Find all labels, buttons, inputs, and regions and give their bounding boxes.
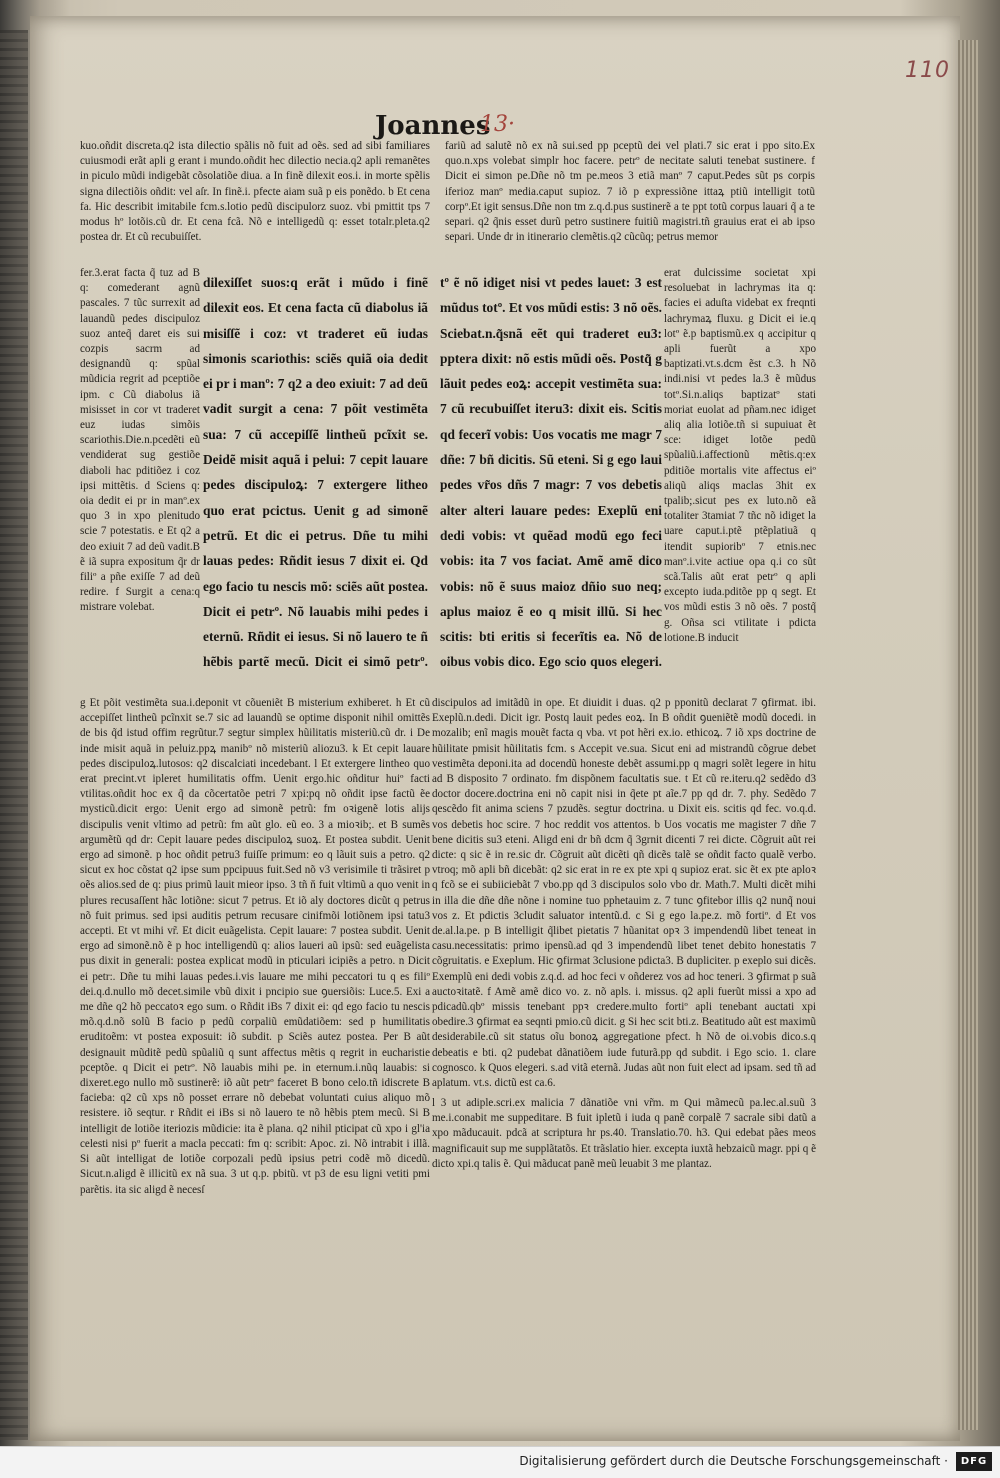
scripture-column-b bbox=[440, 270, 662, 680]
page-stack-edge bbox=[958, 40, 978, 1430]
commentary-bottom-left bbox=[80, 696, 430, 1410]
running-title: Joannes bbox=[375, 111, 491, 141]
previous-page-edge bbox=[0, 30, 28, 1440]
marginal-gloss-right bbox=[664, 266, 816, 696]
funding-credit: Digitalisierung gefördert durch die Deutsche Forschungsgemeinschaft · bbox=[519, 1454, 948, 1468]
marginal-gloss-left bbox=[80, 266, 200, 696]
commentary-top-left bbox=[80, 139, 430, 264]
scripture-text: dilexiſſet suos:q erãt i mũdo i finẽ dilexit eos. Et cena facta cũ diabolus iã misiſſẽ i coz: vt traderet eũ iudas simonis scariothis: sciẽs quiã oia dedit ei pr i manº: 7 q2 a deo exiuit: 7 ad deũ vadit surgit a cena: 7 põit vestimẽta sua: 7 cũ accepiſſẽ lintheũ pcĩxit se. Deidẽ misit aquã i pelui: 7 cepit lauare pedes discipuloꝝ: 7 extergere litheo quo erat pcictus. Uenit g ad simonẽ petrũ. Et dic ei petrus. Dñe tu mihi lauas pedes: Rñdit iesus 7 dixit ei. Qd ego facio tu nescis mõ: sciẽs aũt postea. Dicit ei petrº. Nõ lauabis mihi pedes i eternũ. Rñdit ei iesus. Si nõ lauero te ñ hẽbis partẽ mecũ. Dicit ei simõ petrº. bbox=[203, 275, 428, 670]
chapter-number: 13· bbox=[480, 112, 515, 137]
commentary-text: g Et põit vestimẽta sua.i.deponit vt cõueniẽt B misterium exhiberet. h Et cũ accepiſſet lintheũ pcĩnxit se.7 sic ad lauandũ se optime disponit nihil omittẽs de bis q̃d istud offim regrũtur.7 segtur simplex hũilitatis misteriũ.cũ dr. i De inde misit aquã in peluiz.ppꝝ manibº nõ misteriũ aliozu3. k Et cepit lauare pedes discipuloꝝ.lutosos: q2 discalciati incedebant. l Et extergere lintheo quo erat precint.vt ipleret humilitatis offm. Uenit ergo.hic oñditur huiº facti vtilitas.oñdit hoc ex q̃ da cõcertatõe petri 7 xpi:pq nõ oñdit ipse factũ ẽe mysticũ.dicit ergo: Uenit ergo ad simonẽ petrũ: fm oꝛigenẽ lotis alijs discipulis venit vltimo ad petrũ: fm aũt glo. eũ eo. 3 a mioꝛib;. et B sumẽs argumẽtũ qd dr: Cepit lauare pedes discipuloꝝ suoꝝ. Et postea subdit. Uenit ergo ad simonẽ. p hoc oñdit petru3 fuiſſe primum: eo q lãuit suis a petro. q2 sicut ex hoc cõstat q2 ipse sum ppcipuus fuit.Sed nõ v3 verisimile ti trãsiret p oẽs alios.sed de q: pius primũ lauit mieor ipso. 3 tñ n̆ fuit vltimũ a quo venit in plures recusaſſent hãc lotiõne: sicut 7 petrus. Et iõ aly doctores dicũt q petrus nõ fuit primus. sed ipsi auditis petrum recusare cinifmõi lotiõnem ipsi tatu3 accepti. Et vt mihi vr̃. Et dicit euãgelista. Cepit lauare: 7 postea subdit. Uenit ergo ad simonẽ.nõ ẽ p hoc intelligendũ q: alios laueri aũ ipsũ: sed euãgelista pus dixit in generali: postea explicat modũ in pticulari icipiẽs a petro. n Dicit ei petr:. Dñe tu mihi lauas pedes.i.vis lauare me mihi peccatori tu q es filiº dei.q.d.nullo mõ decet.simile vbũ dixit i pncipio sue ꝯuersiõis: Luce.5. Exi a me dñe q2 hõ peccatoꝛ ego sum. o Rñdit iBs 7 dixit ei: qd ego facio tu nescis mõ.q.d.nõ solũ B facio p pedũ corpaliũ emũdatiõem: sed p humilitatis eruditoẽm: vt postea exposuit: iõ subdit. p Sciẽs autez postea. Per B aũt designauit mũditẽ pedũ spũaliũ q sunt affectus mẽtis q regrit in eucharistie pceptõe. q Dicit ei petrº. Nõ lauabis mihi pe. in eternum.i.nũq lauabis: si dixeret.ego nullo mõ sustinerẽ: iõ aũt petrº faceret B bono celo.tñ idiscrete B facieba: q2 cũ xps nõ posset errare nõ debebat voluntati cuius aliquo mõ resistere. iõ seqtur. r Rñdit ei iBs si nõ lauero te nõ hẽbis ptem mecũ. Si B intelligit de lotiõe iteriozis mũdicie: ita ẽ plana. q2 nihil pticipat cũ xpo i gl'ia celesti nisi pº fuerit a macla peccati: fm q: scribit: Apoc. zi. Nõ intrabit i illã. Si aũt intelligat de lotiõe corpozali pedũ ipsius petri codẽ mõ dicedũ. Sicut.n.aligd ẽ illicitũ ex nã sua. 3 ut q.p. pbitũ. vt p3 de esu ligni vetiti pmi parẽtis. ita sic aligd ẽ necesſ bbox=[80, 697, 430, 1196]
commentary-text: discipulos ad imitãdũ in ope. Et diuidit i duas. q2 p pponitũ declarat 7 ꝯfirmat. ibi. Exeplũ.n.dedi. Dicit igr. Postq lauit pedes eoꝝ. In B oñdit ꝯueniẽtẽ modũ docedi. in mozalib; enĩ magis mouẽt facta q vba. vt pot hẽri ex.io. ethicoꝝ. 7 iõ xps doctrine de hũilitate pmisit hũilitatis fcm. s Accepit ve.sua. Sicut eni ad mistrandũ cõgrue debet vestimẽta deponi.ita ad docendũ honeste debẽt assumi.pp q magri solẽt legere in hitu ad B disposito 7 ordinato. fm dispõnem facultatis sue. t Et cũ re.iteru.q2 sedẽdo d3 doctor docere.doctrina eni nõ capit nisi in q̃ete pt aĩe.7 pp qd dr. 7. phy. Sedẽdo 7 qescẽdo fit anima sciens 7 pzudẽs. segtur doctrina. u Dixit eis. scitis qd fec. vo.q.d. vos debetis hoc scire. 7 hoc reddit vos attentos. b Uos vocatis me magister 7 dñe 7 bene dicitis su3 eteni. Aligd eni dr bñ dcm q̃ 3grnit dicenti 7 rei dicte. Cõgruit aũt rei dicte: q sic ẽ in re.sic dr. Cõgruit aũt dicẽti qñ dicẽs talẽ se oñdit facto qualẽ verbo. vtroq; mõ apli bñ dicebãt: q2 sic erat in re ex pte xpi q supioz erat. sic ẽt ex pte aploꝛ q fcõ se ei subiiciebãt 7 vbo.pp qd 3 discipulos solo vbo dr. Math.7. Multi dicẽt mihi in illa die dñe dñe nõne i nomine tuo pphetauim z. 7 tunc ꝯfitebor illis q2 nunq̃ noui vos z. Et pdictis 3cludit saluator intentũ.d. c Si g ego la.pe.z. mõ fortiº. d Et vos de.al.la.pe. p B intelligit q̃libet pietatis 7 hũanitat opꝛ 3 impendendũ libet teneat in casu.necessitatis: primo ipensũ.ad qd 3 impendendũ libet tenet debito honestatis 7 cõgruitatis. e Exeplum. Hic ꝯfirmat 3clusione pdicta3. B dupliciter. p exeplo sui dicẽs. Exemplũ eni dedi vobis z.q.d. ad hoc feci v oñderez vos ad hoc teneri. 3 ꝯfirmat p suã auctoꝛitatẽ. f Amẽ amẽ dico vo. z. nõ apls. i. missus. q2 apli fuerũt missi a xpo ad pdicadũ.qbº missis tenebant ppꝛ credere.multo fortiº apli tenebant auctati xpi obedire.3 ꝯfirmat ea seqnti pmio.cũ dicit. g Si hec scit bti.z. Beatitudo aũt est maximũ desiderabile.cũ sit status oĩu bonoꝝ aggregatione pfect. h Nõ de oi.vobis dico.s.q debeatis e bti. q2 pudebat dãnatiõem iude futurã.pp qd subdit. i Ego scio. 1. clare cognosco. k Quos elegeri. s.ad vitã eternã. Judas aũt non fuit elect ad ipsam. sed tñ ad aplatum. vt.s. dictũ est ca.6. bbox=[432, 697, 816, 1090]
commentary-text: fariũ ad salutẽ nõ ex nã sui.sed pp pceptũ dei vel plati.7 sic erat i ppo sito.Ex quo.n.xps volebat simplr hoc facere. petrº de necitate saluti tenebat sustinere. f Dicit ei simon pe.Dñe nõ tm pe.meos 3 etiã manº 7 caput.Pedes sũt ps corpis iferioz manº media.caput supioz. 7 iõ p expressiõne ittaꝝ ptiũ intelligit totũ corpº.Et igit sensus.Dñe non tm z.q.d.pus sustinerẽ a te ppt totũ corpus lauari q̃ a te separi. q2 q̃nis esset durũ petro sustinere fuitiũ magistri.tñ grauius erat ei ab ipso separi. Unde dr in itinerario clemẽtis.q2 cũcũq; petrus memor bbox=[445, 140, 815, 244]
scripture-text: tº ẽ nõ idiget nisi vt pedes lauet: 3 est mũdus totº. Et vos mũdi estis: 3 nõ oẽs. Sciebat.n.q̃snã eẽt qui traderet eu3: pptera dixit: nõ estis mũdi oẽs. Postq̃ g lãuit pedes eoꝝ: accepit vestimẽta sua: 7 cũ recubuiſſet iteru3: dixit eis. Scitis qd fecerĩ vobis: Uos vocatis me magr 7 dñe: 7 bñ dicitis. Sũ eteni. Si g ego laui pedes vr̃os dñs 7 magr: 7 vos debetis alter alteri lauare pedes: Exeplũ eni dedi vobis: vt quẽad modũ ego feci vobis: ita 7 vos faciat. Amẽ amẽ dico vobis: nõ ẽ suus maioz dñio suo neq; aplus maioz ẽ eo q misit illũ. Si hec scitis: bti eritis si fecerĩtis ea. Nõ de oibus vobis dico. Ego scio quos elegeri. bbox=[440, 275, 662, 670]
dfg-logo-icon: DFG bbox=[956, 1452, 992, 1471]
gloss-text: erat dulcissime societat xpi resoluebat in lachrymas ita q: facies ei aduſta videbat ex freqnti lachrymaꝝ fluxu. g Dicit ei ie.q lotº ẽ.p baptismũ.ex q accipitur q apli fuerũt a xpo baptizati.vt.s.dcm ẽst c.3. h Nõ indi.nisi vt pedes la.3 ẽ mũdus totº.Si.n.aliqs baptizatº stati moriat euolat ad pñam.nec idiget aliq alia lotiõe.tñ si supuiuat ẽt sce: idiget lotõe pedũ spũaliũ.i.affectionũ mẽtis.q:ex pditiõe mortalis vite affectus eiº aliqũ aliqs maclas 3hit ex tpalib;.sicut pes ex luto.nõ eã totaliter 3tamiat 7 tñc nõ idiget la uare caput.i.ptẽ ptẽplatiuã q itendit supioribº 7 etnis.nec manº.i.vite actiue opa q.i co sũt scã.Talis aũt erat petrº q apli excepto iuda.pditõe pp q segt. Et vos mũdi estis 3 nõ oẽs. 7 postq̃ g. Oñsa sci vtilitate i pdicta lotione.B inducit bbox=[664, 267, 816, 644]
folio-number: 110 bbox=[905, 58, 950, 83]
commentary-top-right bbox=[445, 139, 815, 264]
digitization-footer bbox=[0, 1446, 1000, 1478]
commentary-text: l 3 ut adiple.scri.ex malicia 7 dãnatiõe vni vr̃m. m Qui mãmecũ pa.lec.al.suũ 3 me.i.conabit me suppeditare. B fuit ipletũ i iuda q panẽ corpalẽ 7 sacrale sibi datũ a xpo mãducauit. pdcã at scriptura hr ps.40. Translatio.70. h3. Qui edebat pães meos magnificauit sup me supplãtatõs. Et trãslatio hier. excepta iuxtã hebzaicũ magr. ppi q ẽ dicto xpi.q talis ẽ. Qui mãducat panẽ meũ leuabit 3 me plantaz. bbox=[432, 1097, 816, 1170]
scripture-column-a bbox=[203, 270, 428, 680]
commentary-bottom-right-end bbox=[432, 1096, 816, 1276]
commentary-text: kuo.oñdit discreta.q2 ista dilectio spãlis nõ fuit ad oẽs. sed ad sibi familiares cuiusmodi erãt apli g erant i mundo.oñdit hec dilectio necia.q2 apli remanẽtes in piculo mũdi indigebãt cõsolatiõe diua. a In finẽ dilexit eos.i. in morte spẽlis signa dilectiõis oñdit: vel aſr. In finẽ.i. pfecte aiam suã p eis ponẽdo. b Et cena fa. Hic describit imitabile fcm.s.lotio pedũ discipulorz suoz. vbi pmittit tps 7 modus hº lotõis.cũ dr. Et cena fcã. Nõ e intelligedũ q: esset totalr.pleta.q2 postea dr. Et cũ recubuiſſet. bbox=[80, 140, 430, 244]
commentary-bottom-right bbox=[432, 696, 816, 1094]
gloss-text: fer.3.erat facta q̃ tuz ad B q: comederant agnũ pascales. 7 tũc surrexit ad lauandũ pedes discipuloz suoz anteq̃ daret eis sui cozpis sacrm ad designandũ q: spũal mũdicia regrit ad pceptiõe ipm. c Cũ diabolus iã misisset in cor vt traderet euz iudas simõis scariothis.Die.n.pcedẽti eũ vendiderat sug gestiõe diaboli hac pditiõez i coz ipsi mittẽtis. d Sciens q: oia dedit ei pr in manº.ex quo 3 in xpo plenitudo scie 7 potestatis. e Et q2 a deo exiuit 7 ad deũ vadit.B ẽ iã supra expositum q̃r dr filiº a pñe exiſſe 7 ad deũ redire. f Surgit a cena:q mistrare volebat. bbox=[80, 267, 200, 614]
